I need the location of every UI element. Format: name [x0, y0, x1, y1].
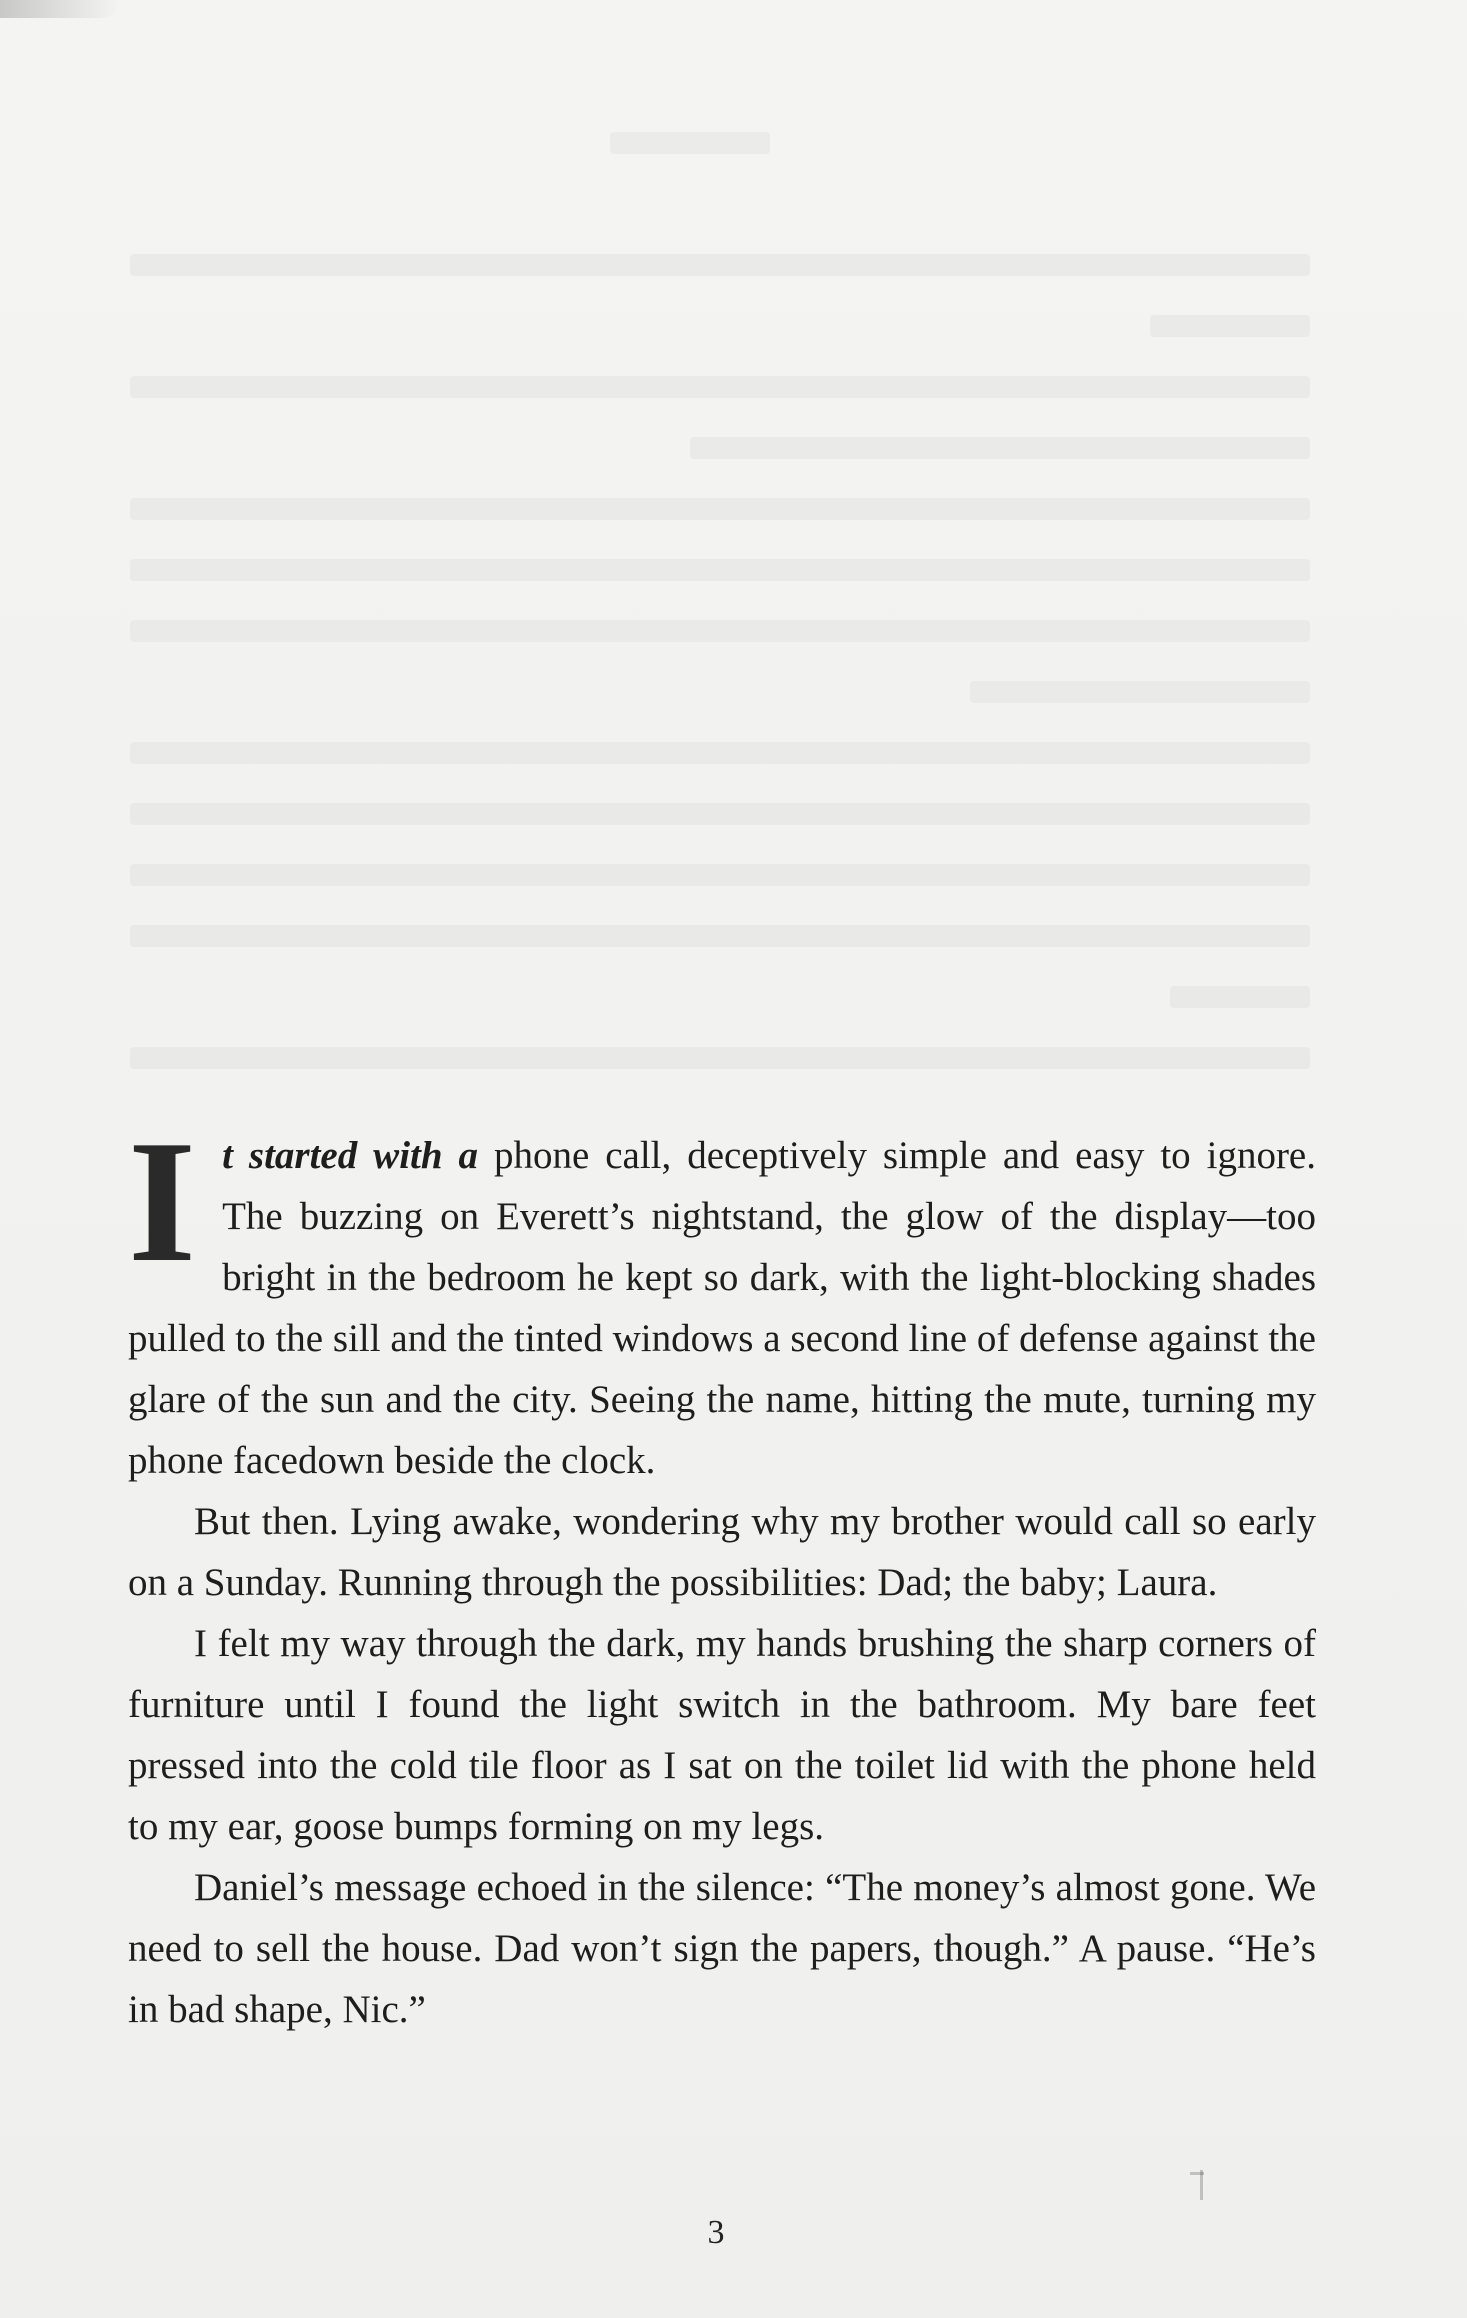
bleed-line — [130, 110, 1340, 171]
bleed-line — [130, 354, 1340, 415]
scan-speck — [1190, 2172, 1204, 2175]
bleed-line — [130, 598, 1340, 659]
page-number: 3 — [707, 2214, 725, 2251]
bleed-line — [130, 781, 1340, 842]
bleed-line — [130, 842, 1340, 903]
lead-in-phrase: t started with a — [222, 1134, 478, 1177]
paragraph: I felt my way through the dark, my hands brushing the sharp corners of furniture until I found the light switch in the bathroom. My bare feet pressed into the cold tile floor as I sat on the toilet lid with the phone held to my ear, goose bumps forming on my legs. — [128, 1622, 1316, 1848]
bleed-line — [130, 964, 1340, 1025]
paragraph-text: phone call, deceptively simple and easy to ignore. The buzzing on Everett’s nightstand, the glow of the display—too bright in the bedroom he kept so dark, with the light-blocking shades pulled to the sill and the tinted windows a second line of defense against the glare of the sun and the city. Seeing the name, hitting the mute, turning my phone facedown beside the clock. — [128, 1134, 1316, 1482]
paragraph: Daniel’s message echoed in the silence: “The money’s almost gone. We need to sell the house. Dad won’t sign the papers, though.” A pause. “He’s in bad shape, Nic.” — [128, 1866, 1316, 2031]
bleed-line — [130, 476, 1340, 537]
bleed-line — [130, 720, 1340, 781]
bleed-line — [130, 537, 1340, 598]
bleed-line — [130, 293, 1340, 354]
opening-paragraph — [128, 1104, 1316, 1491]
bleed-line — [130, 415, 1340, 476]
drop-cap: I — [128, 1104, 197, 1298]
bleed-line — [130, 232, 1340, 293]
bleed-line — [130, 1025, 1340, 1086]
bleed-line — [130, 659, 1340, 720]
paragraph: But then. Lying awake, wondering why my brother would call so early on a Sunday. Running through the possibilities: Dad; the baby; Laura. — [128, 1500, 1316, 1604]
chapter-text — [128, 1104, 1316, 2040]
bleed-through-text — [130, 110, 1340, 1086]
bleed-line — [130, 171, 1340, 232]
bleed-line — [130, 903, 1340, 964]
page-corner-shadow — [0, 0, 120, 18]
